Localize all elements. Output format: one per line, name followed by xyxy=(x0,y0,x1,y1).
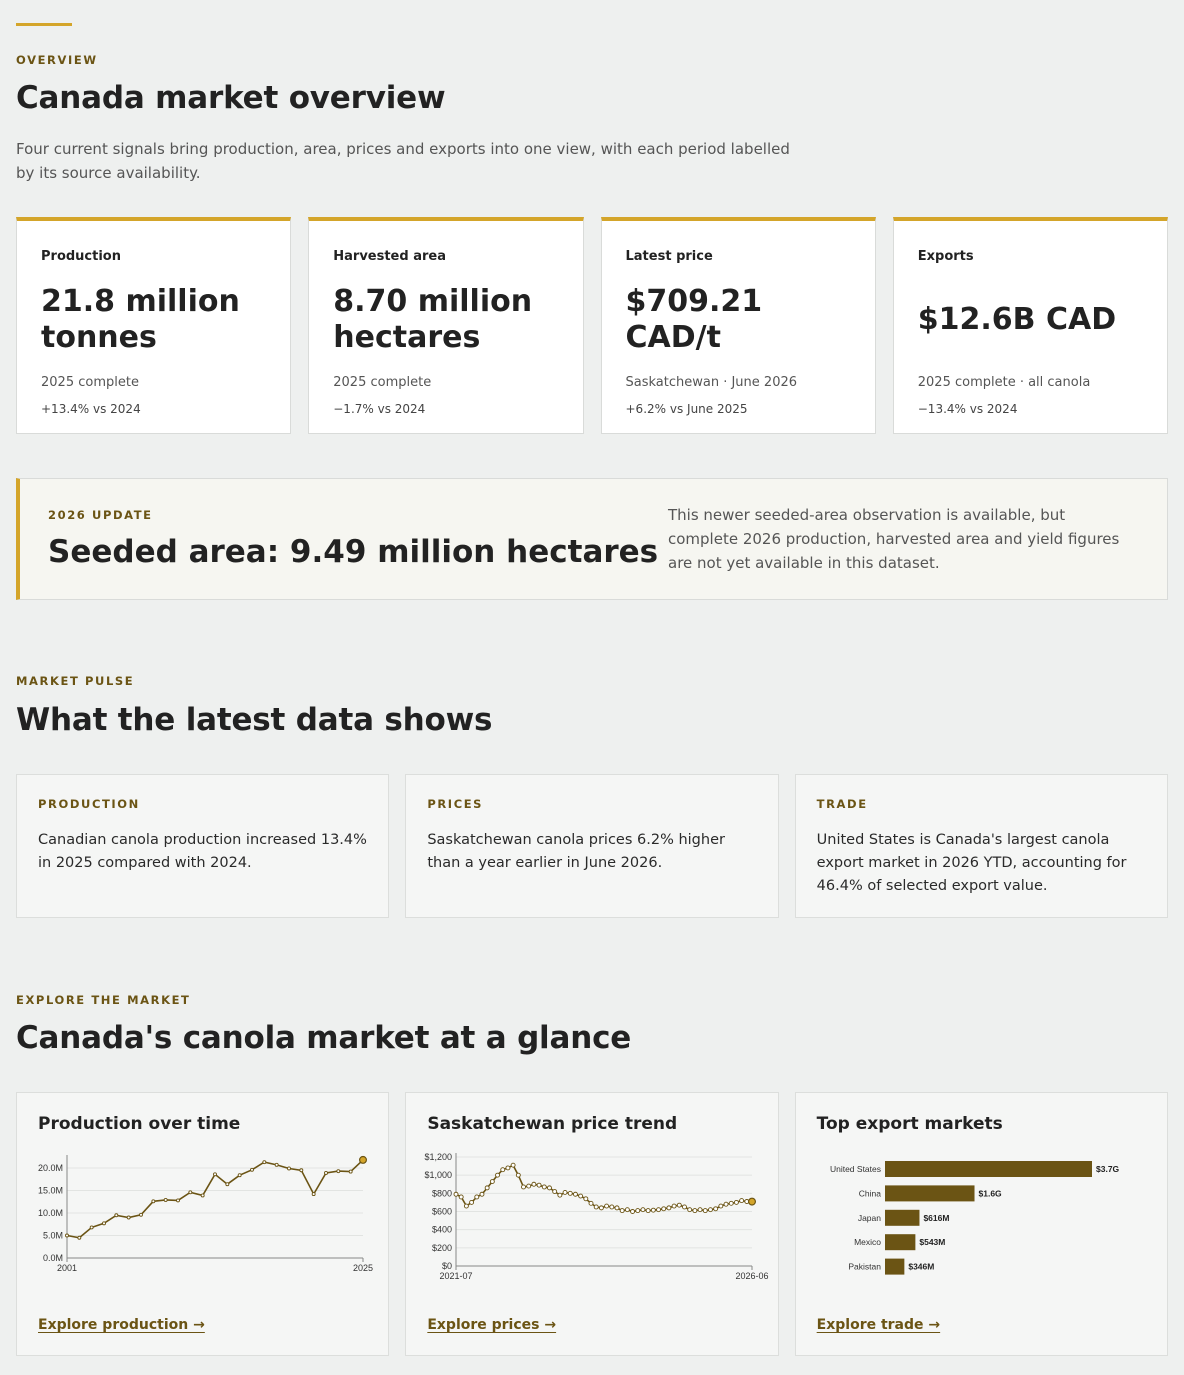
production-chart-card xyxy=(16,1092,389,1356)
pulse-card-eyebrow: PRODUCTION xyxy=(38,797,140,811)
data-point xyxy=(672,1204,676,1208)
data-point xyxy=(724,1202,728,1206)
data-point xyxy=(527,1184,531,1188)
bar xyxy=(885,1259,904,1275)
data-point xyxy=(657,1208,661,1212)
data-point xyxy=(610,1205,614,1209)
y-tick-label: 15.0M xyxy=(37,1185,63,1196)
data-point xyxy=(90,1226,93,1229)
data-point xyxy=(127,1216,130,1219)
kpi-label: Production xyxy=(41,249,121,264)
data-point xyxy=(595,1205,599,1209)
data-point xyxy=(646,1209,650,1213)
kpi-value: 8.70 million hectares xyxy=(333,284,533,355)
data-point xyxy=(201,1194,204,1197)
data-point xyxy=(553,1190,557,1194)
data-point xyxy=(152,1200,155,1203)
price-line-chart xyxy=(406,1143,778,1293)
pulse-card-prices xyxy=(405,774,778,918)
data-point xyxy=(263,1161,266,1164)
data-point xyxy=(349,1170,352,1173)
bar-category-label: Japan xyxy=(857,1212,881,1223)
update-title: Seeded area: 9.49 million hectares xyxy=(48,534,659,570)
data-point xyxy=(66,1234,69,1237)
data-point xyxy=(506,1166,510,1170)
chart-title: Production over time xyxy=(38,1114,241,1134)
kpi-change: −1.7% vs 2024 xyxy=(333,402,426,416)
data-point xyxy=(688,1208,692,1212)
kpi-period: 2025 complete xyxy=(333,375,432,390)
bar-value-label: $346M xyxy=(908,1261,935,1272)
data-point xyxy=(177,1199,180,1202)
data-point xyxy=(189,1191,192,1194)
y-tick-label: $1,200 xyxy=(424,1152,453,1162)
chart-title: Top export markets xyxy=(816,1114,1003,1134)
latest-point xyxy=(749,1198,756,1205)
kpi-change: −13.4% vs 2024 xyxy=(917,402,1018,416)
pulse-card-production xyxy=(16,774,389,918)
explore-prices-link[interactable]: Explore prices → xyxy=(427,1317,557,1333)
data-point xyxy=(683,1205,687,1209)
update-note: This newer seeded-area observation is available, but complete 2026 production, harvested area and yield figures are not yet available in this dataset. xyxy=(668,506,1120,572)
data-point xyxy=(641,1208,645,1212)
x-tick-label: 2025 xyxy=(352,1263,374,1273)
pulse-card-text: Canadian canola production increased 13.4% in 2025 compared with 2024. xyxy=(38,832,367,871)
y-tick-label: $1,000 xyxy=(424,1170,453,1181)
data-point xyxy=(480,1192,484,1196)
data-point xyxy=(337,1170,340,1173)
latest-point xyxy=(360,1157,367,1164)
data-point xyxy=(605,1204,609,1208)
data-point xyxy=(164,1198,167,1201)
pulse-card-eyebrow: TRADE xyxy=(816,797,868,811)
explore-production-link[interactable]: Explore production → xyxy=(38,1317,205,1333)
kpi-label: Harvested area xyxy=(333,249,446,264)
x-tick-label: 2026-06 xyxy=(735,1271,769,1281)
data-point xyxy=(517,1173,521,1177)
data-point xyxy=(251,1168,254,1171)
production-line-chart xyxy=(17,1143,389,1293)
bar-value-label: $1.6G xyxy=(978,1188,1002,1199)
data-point xyxy=(325,1171,328,1174)
data-point xyxy=(288,1167,291,1170)
x-tick-label: 2001 xyxy=(56,1263,78,1273)
kpi-value: $709.21 CAD/t xyxy=(625,284,763,355)
data-point xyxy=(740,1199,744,1203)
series-line xyxy=(456,1165,752,1211)
bar xyxy=(885,1210,919,1226)
data-point xyxy=(78,1236,81,1239)
data-point xyxy=(636,1209,640,1213)
seeded-area-update xyxy=(16,478,1168,600)
header-accent-line xyxy=(16,23,72,26)
kpi-change: +6.2% vs June 2025 xyxy=(625,402,748,416)
data-point xyxy=(214,1173,217,1176)
data-point xyxy=(678,1203,682,1207)
pulse-card-trade xyxy=(795,774,1168,918)
pulse-card-text: United States is Canada's largest canola export market in 2026 YTD, accounting for 46.4% of selected export value. xyxy=(816,832,1127,894)
data-point xyxy=(621,1209,625,1213)
data-point xyxy=(475,1195,479,1199)
data-point xyxy=(485,1186,489,1190)
data-point xyxy=(465,1204,469,1208)
data-point xyxy=(563,1190,567,1194)
kpi-exports xyxy=(893,217,1168,434)
bar xyxy=(885,1161,1092,1177)
y-tick-label: $200 xyxy=(432,1242,453,1253)
kpi-harvested-area xyxy=(308,217,583,434)
y-tick-label: $800 xyxy=(432,1188,453,1199)
kpi-period: Saskatchewan · June 2026 xyxy=(625,375,798,390)
y-tick-label: $400 xyxy=(432,1224,453,1235)
price-chart-card xyxy=(405,1092,778,1356)
y-tick-label: 20.0M xyxy=(37,1163,63,1173)
explore-chart-cards xyxy=(16,1092,1168,1356)
data-point xyxy=(652,1208,656,1212)
y-tick-label: 10.0M xyxy=(37,1208,63,1218)
data-point xyxy=(579,1194,583,1198)
data-point xyxy=(709,1208,713,1212)
data-point xyxy=(312,1193,315,1196)
kpi-cards xyxy=(16,217,1168,434)
data-point xyxy=(693,1209,697,1213)
data-point xyxy=(631,1210,635,1214)
series-line xyxy=(67,1160,363,1238)
overview-intro: Four current signals bring production, area, prices and exports into one view, with each period labelled by its source availability. xyxy=(16,140,790,182)
market-pulse-cards xyxy=(16,774,1168,918)
data-point xyxy=(569,1191,573,1195)
y-tick-label: $600 xyxy=(432,1206,453,1217)
explore-trade-link[interactable]: Explore trade → xyxy=(816,1317,941,1333)
data-point xyxy=(300,1169,303,1172)
data-point xyxy=(662,1207,666,1211)
explore-eyebrow: EXPLORE THE MARKET xyxy=(16,993,191,1007)
data-point xyxy=(667,1206,671,1210)
kpi-period: 2025 complete · all canola xyxy=(917,375,1091,390)
data-point xyxy=(719,1204,723,1208)
kpi-label: Latest price xyxy=(625,249,713,264)
data-point xyxy=(491,1180,495,1184)
y-tick-label: 5.0M xyxy=(42,1230,63,1241)
bar-category-label: Mexico xyxy=(853,1237,881,1248)
kpi-value: $12.6B CAD xyxy=(917,302,1117,337)
update-eyebrow: 2026 UPDATE xyxy=(48,508,153,522)
data-point xyxy=(537,1183,541,1187)
data-point xyxy=(103,1222,106,1225)
pulse-title: What the latest data shows xyxy=(16,702,493,738)
kpi-change: +13.4% vs 2024 xyxy=(41,402,141,416)
pulse-eyebrow: MARKET PULSE xyxy=(16,674,135,688)
data-point xyxy=(548,1186,552,1190)
data-point xyxy=(460,1195,464,1199)
data-point xyxy=(714,1207,718,1211)
pulse-card-text: Saskatchewan canola prices 6.2% higher than a year earlier in June 2026. xyxy=(427,832,725,871)
overview-eyebrow: OVERVIEW xyxy=(16,53,98,67)
bar-category-label: United States xyxy=(829,1164,881,1174)
bar-value-label: $3.7G xyxy=(1095,1164,1119,1174)
data-point xyxy=(558,1193,562,1197)
data-point xyxy=(600,1206,604,1210)
chart-title: Saskatchewan price trend xyxy=(427,1114,678,1134)
data-point xyxy=(615,1206,619,1210)
bar-category-label: China xyxy=(858,1188,881,1199)
data-point xyxy=(532,1182,536,1186)
data-point xyxy=(454,1192,458,1196)
bar-value-label: $543M xyxy=(919,1237,946,1248)
data-point xyxy=(698,1208,702,1212)
kpi-latest-price xyxy=(601,217,876,434)
data-point xyxy=(543,1185,547,1189)
data-point xyxy=(704,1209,708,1213)
data-point xyxy=(470,1200,474,1204)
data-point xyxy=(501,1168,505,1172)
data-point xyxy=(730,1201,734,1205)
data-point xyxy=(511,1163,515,1167)
kpi-production xyxy=(16,217,291,434)
bar-value-label: $616M xyxy=(923,1212,950,1223)
data-point xyxy=(115,1214,118,1217)
page-title: Canada market overview xyxy=(16,80,446,116)
data-point xyxy=(275,1163,278,1166)
data-point xyxy=(496,1173,500,1177)
x-tick-label: 2021-07 xyxy=(439,1271,473,1281)
bar-category-label: Pakistan xyxy=(848,1261,881,1272)
y-tick-label: $0 xyxy=(442,1261,453,1271)
data-point xyxy=(522,1185,526,1189)
export-markets-bar-chart xyxy=(796,1143,1168,1293)
kpi-period: 2025 complete xyxy=(41,375,139,390)
pulse-card-eyebrow: PRICES xyxy=(427,797,484,811)
data-point xyxy=(574,1192,578,1196)
data-point xyxy=(140,1213,143,1216)
explore-title: Canada's canola market at a glance xyxy=(16,1020,632,1056)
data-point xyxy=(226,1183,229,1186)
data-point xyxy=(735,1200,739,1204)
data-point xyxy=(626,1208,630,1212)
kpi-value: 21.8 million tonnes xyxy=(41,284,240,355)
bar xyxy=(885,1185,975,1201)
data-point xyxy=(589,1201,593,1205)
data-point xyxy=(584,1197,588,1201)
y-tick-label: 0.0M xyxy=(42,1253,63,1263)
exports-chart-card xyxy=(795,1092,1168,1356)
bar xyxy=(885,1234,915,1250)
kpi-label: Exports xyxy=(917,249,974,264)
data-point xyxy=(238,1174,241,1177)
